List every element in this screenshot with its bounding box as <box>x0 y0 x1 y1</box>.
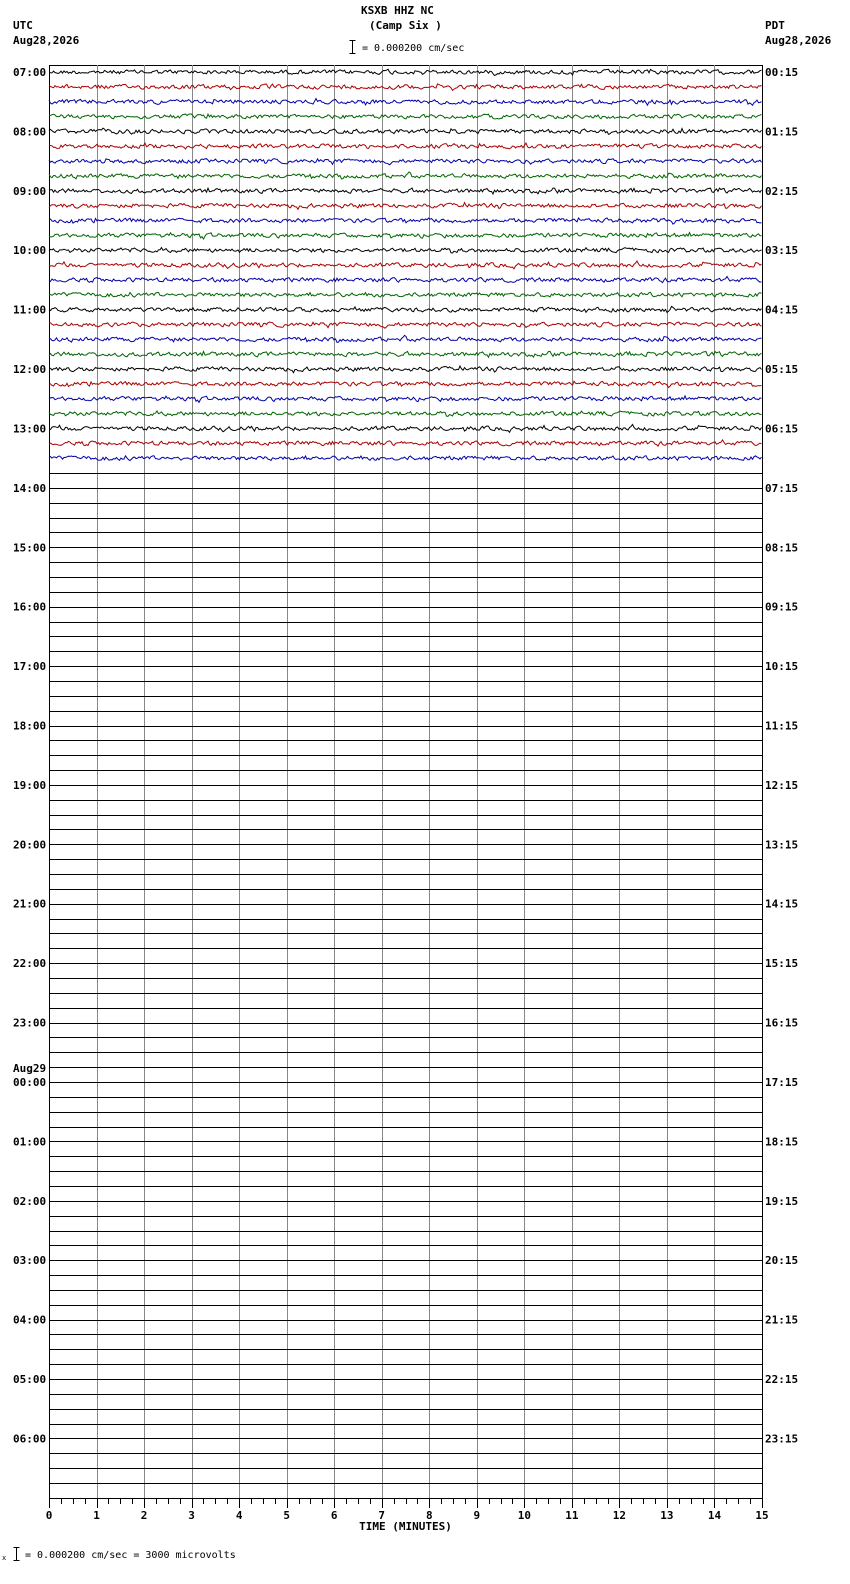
pdt-hour-label: 17:15 <box>765 1075 799 1089</box>
x-tick-label: 13 <box>660 1509 674 1522</box>
seismic-trace <box>49 456 762 461</box>
x-tick-label: 15 <box>755 1509 769 1522</box>
seismic-trace <box>49 172 762 179</box>
pdt-hour-label: 04:15 <box>765 303 799 317</box>
station-title: KSXB HHZ NC <box>361 4 434 17</box>
seismic-trace <box>49 381 762 387</box>
utc-hour-label: 21:00 <box>13 897 47 911</box>
pdt-hour-label: 02:15 <box>765 184 799 198</box>
x-tick-label: 12 <box>612 1509 627 1522</box>
seismic-trace <box>49 159 762 165</box>
pdt-hour-label: 23:15 <box>765 1432 799 1446</box>
seismic-trace <box>49 396 762 403</box>
utc-hour-label: 01:00 <box>13 1135 47 1149</box>
utc-hour-label: 16:00 <box>13 600 47 614</box>
time-axis <box>46 1498 769 1533</box>
utc-hour-label: 02:00 <box>13 1194 47 1208</box>
pdt-hour-label: 15:15 <box>765 957 799 971</box>
utc-hour-label: 19:00 <box>13 778 47 792</box>
pdt-hour-label: 16:15 <box>765 1016 799 1030</box>
utc-hour-label: 15:00 <box>13 541 47 555</box>
utc-hour-label: 14:00 <box>13 481 47 495</box>
seismic-trace <box>49 292 762 297</box>
seismic-trace <box>49 411 762 416</box>
utc-hour-label: 04:00 <box>13 1313 47 1327</box>
seismic-trace <box>49 69 762 75</box>
right-date: Aug28,2026 <box>765 34 832 47</box>
seismic-trace <box>49 233 762 240</box>
left-date: Aug28,2026 <box>13 34 80 47</box>
pdt-hour-label: 08:15 <box>765 541 799 555</box>
pdt-hour-label: 01:15 <box>765 125 799 139</box>
footer-marker-icon <box>2 1546 22 1562</box>
seismic-trace <box>49 351 762 357</box>
utc-hour-label: 17:00 <box>13 660 47 674</box>
pdt-hour-label: 07:15 <box>765 481 799 495</box>
seismic-trace <box>49 203 762 210</box>
x-tick-label: 0 <box>45 1509 53 1522</box>
utc-hour-label: 06:00 <box>13 1432 47 1446</box>
pdt-hour-label: 22:15 <box>765 1373 799 1387</box>
pdt-hour-label: 13:15 <box>765 838 799 852</box>
utc-hour-label: 13:00 <box>13 422 47 436</box>
svg-text:x: x <box>2 1554 7 1562</box>
pdt-hour-label: 20:15 <box>765 1254 799 1268</box>
utc-hour-label: 22:00 <box>13 957 47 971</box>
trace-layer <box>49 69 762 460</box>
seismic-trace <box>49 366 762 373</box>
footer-scale-note: = 0.000200 cm/sec = 3000 microvolts <box>25 1550 236 1561</box>
pdt-hour-label: 10:15 <box>765 660 799 674</box>
pdt-hour-label: 05:15 <box>765 363 799 377</box>
pdt-hour-label: 09:15 <box>765 600 799 614</box>
seismic-trace <box>49 84 762 91</box>
x-tick-label: 6 <box>330 1509 338 1522</box>
utc-hour-label: 07:00 <box>13 66 47 79</box>
seismic-trace <box>49 261 762 269</box>
utc-hour-label: 09:00 <box>13 184 47 198</box>
seismic-trace <box>49 440 762 446</box>
seismic-trace <box>49 114 762 119</box>
x-tick-label: 5 <box>283 1509 290 1522</box>
x-axis-title: TIME (MINUTES) <box>359 1520 452 1533</box>
seismic-trace <box>49 335 762 342</box>
seismic-trace <box>49 277 762 283</box>
seismic-trace <box>49 248 762 253</box>
x-tick-label: 4 <box>235 1509 243 1522</box>
pdt-hour-label: 19:15 <box>765 1194 799 1208</box>
seismic-trace <box>49 424 762 432</box>
utc-hour-label: 12:00 <box>13 363 47 377</box>
seismic-trace <box>49 143 762 149</box>
seismic-trace <box>49 306 762 312</box>
seismic-trace <box>49 188 762 194</box>
station-location: (Camp Six ) <box>369 19 442 32</box>
pdt-hour-label: 18:15 <box>765 1135 799 1149</box>
seismic-trace <box>49 218 762 224</box>
x-tick-label: 9 <box>473 1509 481 1522</box>
x-tick-label: 8 <box>425 1509 433 1522</box>
utc-hour-label: 20:00 <box>13 838 47 852</box>
x-tick-label: 11 <box>565 1509 579 1522</box>
utc-hour-label: 05:00 <box>13 1373 47 1387</box>
date-change-label: Aug29 <box>13 1061 47 1075</box>
pdt-hour-label: 03:15 <box>765 244 799 258</box>
x-tick-label: 2 <box>140 1509 148 1522</box>
utc-hour-label: 10:00 <box>13 244 47 258</box>
utc-hour-label: 18:00 <box>13 719 47 733</box>
utc-hour-label: 23:00 <box>13 1016 47 1030</box>
x-tick-label: 1 <box>93 1509 100 1522</box>
grid-layer <box>49 65 763 1499</box>
pdt-hour-label: 12:15 <box>765 778 799 792</box>
pdt-hour-label: 00:15 <box>765 66 799 79</box>
utc-hour-label: 00:00 <box>13 1075 47 1089</box>
utc-hour-label: 08:00 <box>13 125 47 139</box>
x-tick-label: 10 <box>517 1509 531 1522</box>
x-tick-label: 14 <box>707 1509 722 1522</box>
utc-hour-label: 11:00 <box>13 303 47 317</box>
pdt-hour-label: 21:15 <box>765 1313 799 1327</box>
pdt-hour-label: 14:15 <box>765 897 799 911</box>
x-tick-label: 7 <box>378 1509 386 1522</box>
left-timezone: UTC <box>13 19 33 32</box>
x-tick-label: 3 <box>188 1509 195 1522</box>
right-timezone: PDT <box>765 19 785 32</box>
scale-label: = 0.000200 cm/sec <box>362 43 465 54</box>
utc-hour-label: 03:00 <box>13 1254 47 1268</box>
seismic-trace <box>49 128 762 134</box>
plot-frame <box>50 66 763 1499</box>
pdt-hour-label: 06:15 <box>765 422 799 436</box>
seismic-trace <box>49 322 762 328</box>
pdt-hour-label: 11:15 <box>765 719 799 733</box>
seismic-trace <box>49 99 762 106</box>
